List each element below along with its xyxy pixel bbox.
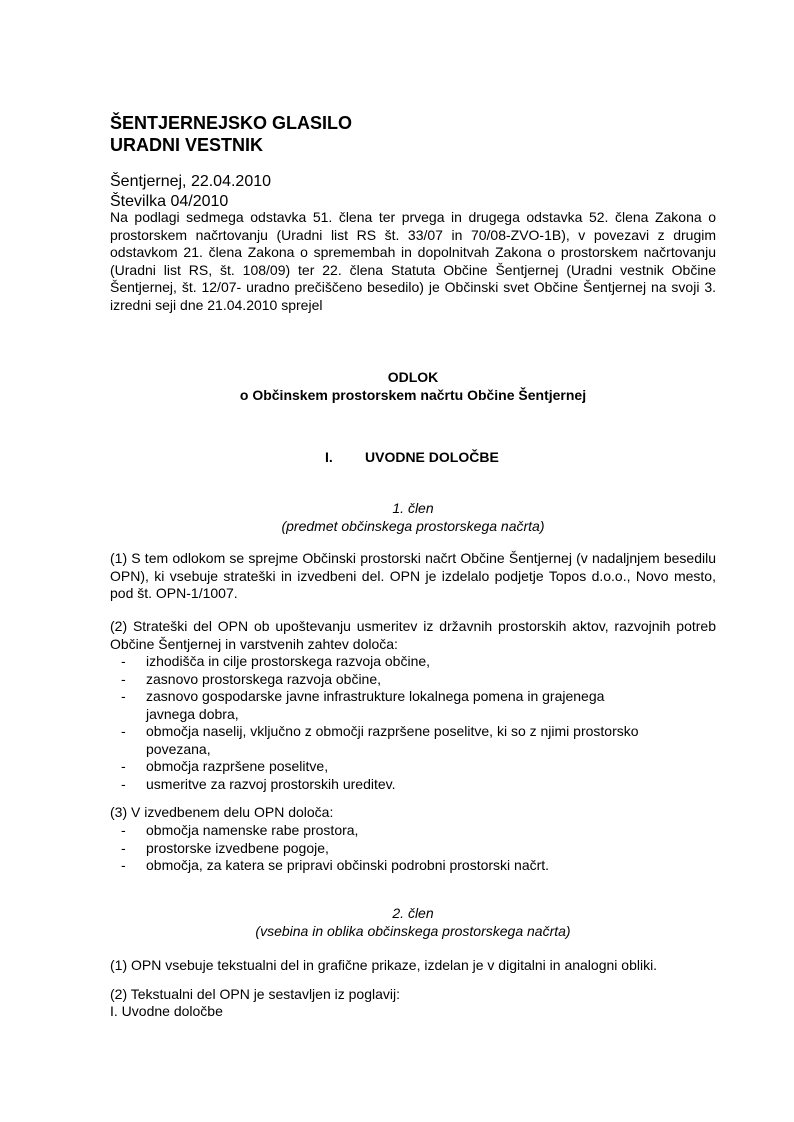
article-1-heading: 1. člen	[392, 500, 434, 516]
list-item: - prostorske izvedbene pogoje,	[121, 839, 329, 856]
decree-subtitle: o Občinskem prostorskem načrtu Občine Šentjernej	[239, 387, 587, 403]
list-item: - usmeritve za razvoj prostorskih ureditev.	[121, 775, 396, 792]
article-2-heading: 2. člen	[392, 905, 434, 921]
list-item: - izhodišča in cilje prostorskega razvoja občine,	[121, 653, 431, 669]
list-item: - območja razpršene poselitve,	[121, 758, 329, 774]
article-1-paragraph-2: (2) Strateški del OPN ob upoštevanju usmeritev iz državnih prostorskih aktov, razvojnih potreb Občine Šentjernej in varstvenih zahtev določa:	[110, 618, 716, 652]
article-1-subheading: (predmet občinskega prostorskega načrta)	[281, 518, 545, 534]
masthead	[110, 112, 352, 156]
decree-title: ODLOK	[387, 369, 439, 385]
chapter-list-item: I. Uvodne določbe	[110, 1003, 223, 1019]
article-1-paragraph-1: (1) S tem odlokom se sprejme Občinski prostorski načrt Občine Šentjernej (v nadaljnjem besedilu OPN), ki vsebuje strateški in izvedbeni del. OPN je izdelalo podjetje Topos d.o.o., Novo mesto, pod št. OPN-1/1007.	[110, 550, 716, 601]
issue-meta	[110, 172, 271, 212]
article-2-paragraph-1: (1) OPN vsebuje tekstualni del in grafične prikaze, izdelan je v digitalni in analogni obliki.	[110, 957, 658, 973]
section-title: UVODNE DOLOČBE	[365, 449, 499, 465]
place-date: Šentjernej, 22.04.2010	[110, 173, 272, 190]
article-2-paragraph-2: (2) Tekstualni del OPN je sestavljen iz poglavij:	[110, 986, 400, 1002]
list-item: - območja, za katera se pripravi občinski podrobni prostorski načrt.	[121, 857, 550, 873]
list-item: - območja namenske rabe prostora,	[121, 822, 359, 838]
article-1-paragraph-3: (3) V izvedbenem delu OPN določa:	[110, 804, 334, 820]
list-item: - zasnovo gospodarske javne infrastrukture lokalnega pomena in grajenega javnega dobra,	[121, 688, 605, 722]
article-1-list-2	[110, 653, 650, 793]
gazette-title: ŠENTJERNEJSKO GLASILO	[110, 113, 353, 133]
list-item: - območja naselij, vključno z območji razpršene poselitve, ki so z njimi prostorsko povezana,	[121, 723, 639, 757]
article-2-subheading: (vsebina in oblika občinskega prostorskega načrta)	[255, 923, 571, 939]
issue-number: Številka 04/2010	[110, 193, 229, 210]
article-1-list-3	[110, 822, 670, 875]
list-item: - zasnovo prostorskega razvoja občine,	[121, 670, 382, 687]
preamble-paragraph: Na podlagi sedmega odstavka 51. člena ter prvega in drugega odstavka 52. člena Zakona o prostorskem načrtovanju (Uradni list RS št. 33/07 in 70/08-ZVO-1B), v povezavi z drugim odstavkom 21. člena Zakona o spremembah in dopolnitvah Zakona o prostorskem načrtovanju (Uradni list RS, št. 108/09) ter 22. člena Statuta Občine Šentjernej (Uradni vestnik Občine Šentjernej, št. 12/07- uradno prečiščeno besedilo) je Občinski svet Občine Šentjernej na svoji 3. izredni seji dne 21.04.2010 sprejel	[110, 209, 716, 313]
gazette-subtitle: URADNI VESTNIK	[110, 135, 264, 155]
section-heading	[325, 449, 499, 466]
section-number: I.	[325, 449, 333, 465]
